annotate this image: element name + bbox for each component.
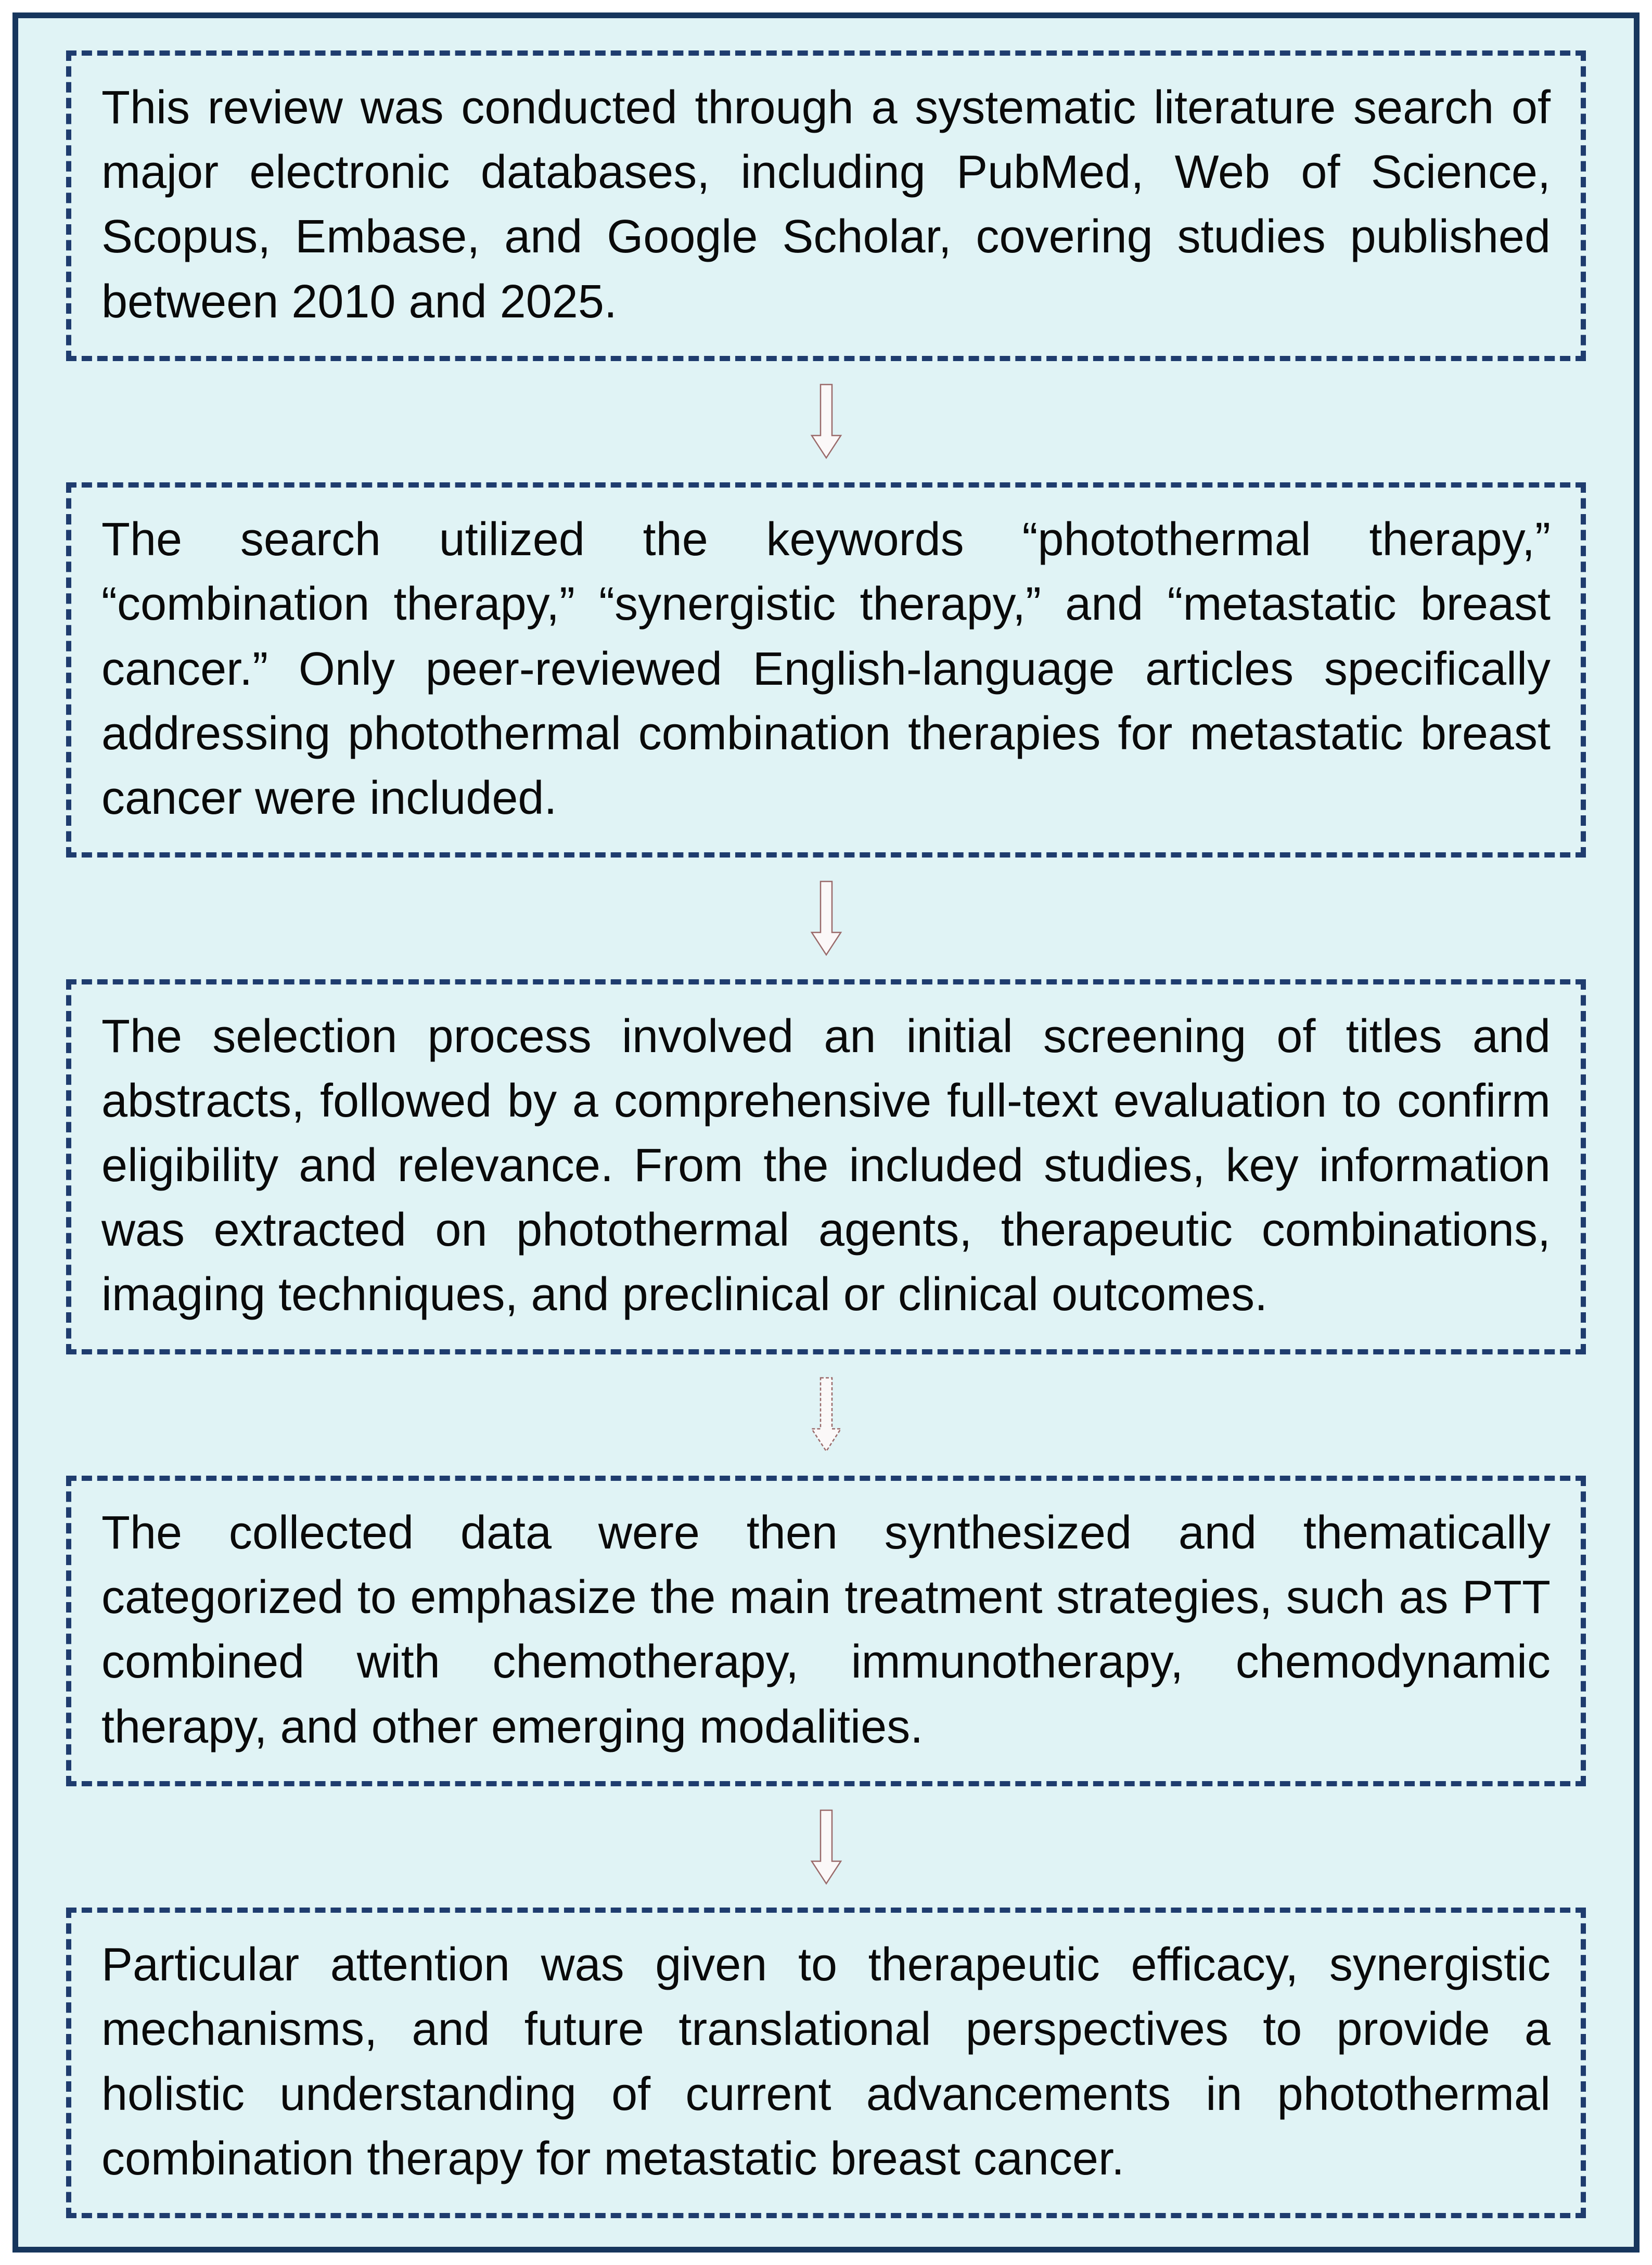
flowchart-frame <box>12 12 1640 2253</box>
flow-box-text: The search utilized the keywords “photothermal therapy,” “combination therapy,” “synergistic therapy,” and “metastatic breast cancer.” Only peer-reviewed English-language articles specifically addressing photothermal combination therapies for metastatic breast cancer were included. <box>101 514 1551 824</box>
down-arrow-1 <box>66 378 1586 465</box>
flow-box-focus-areas <box>66 1908 1586 2218</box>
down-arrow-2 <box>66 875 1586 962</box>
flow-box-text: Particular attention was given to therapeutic efficacy, synergistic mechanisms, and future translational perspectives to provide a holistic understanding of current advancements in photothermal combination therapy for metastatic breast cancer. <box>101 1939 1551 2185</box>
flow-box-text: The collected data were then synthesized and thematically categorized to emphasize the main treatment strategies, such as PTT combined with chemotherapy, immunotherapy, chemodynamic therapy, and other emerging modalities. <box>101 1507 1551 1753</box>
down-arrow-4 <box>66 1803 1586 1891</box>
flow-box-text: This review was conducted through a systematic literature search of major electronic databases, including PubMed, Web of Science, Scopus, Embase, and Google Scholar, covering studies published between 2010 and 2025. <box>101 82 1551 328</box>
flow-box-text: The selection process involved an initial screening of titles and abstracts, followed by a comprehensive full-text evaluation to confirm eligibility and relevance. From the included studies, key information was extracted on photothermal agents, therapeutic combinations, imaging techniques, and preclinical or clinical outcomes. <box>101 1010 1551 1321</box>
flow-box-literature-search <box>66 50 1586 361</box>
flow-box-keywords <box>66 482 1586 858</box>
flow-box-data-synthesis <box>66 1476 1586 1786</box>
down-arrow-3 <box>66 1371 1586 1458</box>
down-arrow-icon <box>810 1377 842 1453</box>
flow-box-selection-process <box>66 979 1586 1354</box>
down-arrow-icon <box>810 383 842 459</box>
down-arrow-icon <box>810 880 842 956</box>
down-arrow-icon <box>810 1809 842 1885</box>
